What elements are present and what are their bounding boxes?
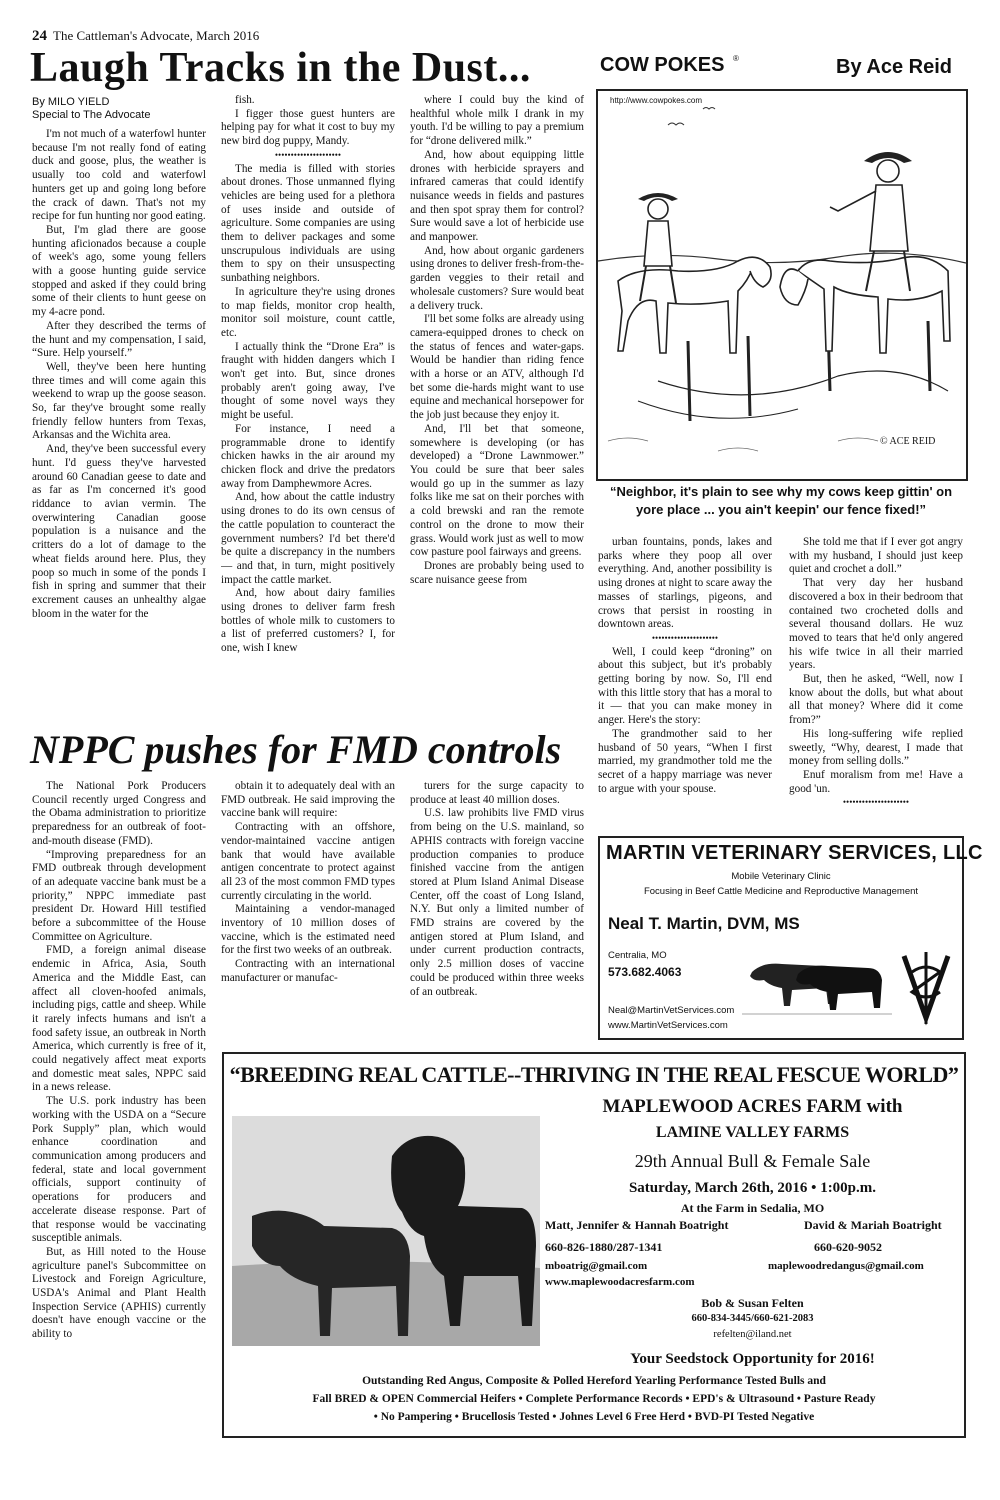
- vet-ad-website: www.MartinVetServices.com: [608, 1020, 728, 1031]
- article2-column-3: [410, 780, 584, 1042]
- farm-ad-sale-title: 29th Annual Bull & Female Sale: [634, 1151, 871, 1171]
- paragraph: Drones are probably being used to scare nuisance geese from: [410, 559, 584, 586]
- article-column-2: [221, 94, 395, 728]
- vet-ad-city: Centralia, MO: [608, 950, 667, 961]
- vet-ad-title: MARTIN VETERINARY SERVICES, LLC: [606, 842, 983, 864]
- paragraph: And, I'll bet that someone, somewhere is developing (or has developed) a “Drone Lawnmower.” You could be sure that beer sales would go up in the summer as lazy folks like me sat on their porches with a cold brewski and ran the remote control on the drone to mow their grass. Would work just as well to mow cow pasture pool fairways and greens.: [410, 422, 584, 559]
- paragraph: I'll bet some folks are already using camera-equipped drones to check on the status of fences and water-gaps. Would be handier than riding fence with a horse or an ATV, although I'd bet some die-hards might want to use equine and mechanical horsepower for the job just because they enjoy it.: [410, 313, 584, 422]
- farm-ad-cattle-photo: [232, 1116, 540, 1346]
- article-headline: Laugh Tracks in the Dust...: [30, 45, 531, 91]
- paragraph: FMD, a foreign animal disease endemic in Africa, Asia, South America and the Middle East, can affect all cloven-hoofed animals, including pigs, cattle and sheep. While it rarely infects humans and isn't a food safety issue, an outbreak in North America, which currently is free of it, could negatively affect meat exports and domestic meat sales, NPPC said in a news release.: [32, 944, 206, 1094]
- article-column-3: [410, 94, 584, 728]
- masthead: The Cattleman's Advocate, March 2016: [53, 28, 260, 43]
- farm-ad-headline: “BREEDING REAL CATTLE--THRIVING IN THE REAL FESCUE WORLD”: [229, 1062, 959, 1087]
- paragraph: I'm not much of a waterfowl hunter because I'm not really fond of eating duck and goose, plus, the weather is usually too cold and waterfowl hunters get up and going long before the crack of dawn. That's not my recipe for fun hunting nor good eating.: [32, 128, 206, 223]
- paragraph: And, how about equipping little drones with herbicide sprayers and infrared cameras that could identify nuisance weeds in fields and pastures and then spot spray them for control? Sure would save a lot of herbicide use and manpower.: [410, 148, 584, 244]
- farm-ad-phone-2: 660-620-9052: [814, 1240, 882, 1254]
- paragraph: Enuf moralism from me! Have a good 'un.: [789, 768, 963, 795]
- paragraph: fish.: [235, 94, 255, 106]
- paragraph: For instance, I need a programmable drone to identify chicken hawks in the air around my chicken flock and drive the predators away from Damphewmore Acres.: [221, 422, 395, 490]
- section-divider: •••••••••••••••••••••: [274, 149, 342, 160]
- farm-ad-phone-1: 660-826-1880/287-1341: [545, 1240, 663, 1254]
- vet-ad-email: Neal@MartinVetServices.com: [608, 1005, 735, 1016]
- cartoon-caption: “Neighbor, it's plain to see why my cows keep gittin' on yore place ... you ain't keepin' our fence fixed!”: [609, 484, 953, 517]
- paragraph: She told me that if I ever got angry with my husband, I should just keep quiet and crochet a doll.”: [789, 536, 963, 576]
- cartoon-url: http://www.cowpokes.com: [610, 96, 703, 105]
- page-number: 24: [32, 28, 47, 44]
- paragraph: Contracting with an international manufacturer or manufac-: [221, 958, 395, 984]
- vet-ad-name: Neal T. Martin, DVM, MS: [608, 914, 800, 933]
- farm-ad-contact-email: refelten@iland.net: [713, 1329, 792, 1340]
- paragraph: I actually think the “Drone Era” is fraught with hidden dangers which I won't get into. But, since drones probably aren't going away, I've thought of some novel ways they might be useful.: [221, 340, 395, 422]
- registered-mark: ®: [733, 54, 739, 63]
- paragraph: Well, I could keep “droning” on about this subject, but it's probably getting boring by now. So, I'll end with this little story that has a moral to it — that you can make money in anger. Here's the story:: [598, 645, 772, 727]
- article2-column-1: [32, 780, 206, 1435]
- paragraph: And, how about organic gardeners using drones to deliver fresh-from-the-garden veggies to their retail and wholesale customers? Sure would beat a delivery truck.: [410, 244, 584, 312]
- section-divider: •••••••••••••••••••••: [651, 632, 719, 643]
- farm-ad-footer-1: Outstanding Red Angus, Composite & Polled Hereford Yearling Performance Tested Bulls and: [362, 1375, 826, 1387]
- cartoon-series-title: COW POKES: [600, 54, 725, 76]
- paragraph: U.S. law prohibits live FMD virus from being on the U.S. mainland, so APHIS contracts with foreign vaccine production companies to produce finished vaccine from the antigen stored at Plum Island Animal Disease Center, off the coast of Long Island, N.Y. But only a limited number of FMD strains are covered by the antigen stored at Plum Island, and under current production contracts, only 2.5 million doses of vaccine could be produced within three weeks of an outbreak.: [410, 807, 584, 998]
- paragraph: The National Pork Producers Council recently urged Congress and the Obama administration to prioritize preparedness for an outbreak of foot-and-mouth disease (FMD).: [32, 780, 206, 847]
- byline: [32, 96, 150, 122]
- paragraph: I figger those guest hunters are helping pay for what it cost to buy my new bird dog puppy, Mandy.: [221, 107, 395, 148]
- paragraph: And, they've been successful every hunt. I'd guess they've harvested around 60 Canadian geese to date and as far as I'm concerned it's good riddance to avian vermin. The overwintering Canadian goose population is a nuisance and the critters do a lot of damage to the wheat fields around here. Plus, they poop so much in some of the ponds I fish in spring and summer that their excrement causes an unhealthy algae bloom in the water for the: [32, 443, 206, 620]
- paragraph: Maintaining a vendor-managed inventory of 10 million doses of vaccine, which is the estimated need for the first two weeks of an outbreak.: [221, 903, 395, 957]
- section-divider: •••••••••••••••••••••: [842, 797, 910, 808]
- article-column-4: [598, 536, 772, 826]
- paragraph: urban fountains, ponds, lakes and parks where they poop all over everything. And, another possibility is using drones at night to scare away the masses of starlings, pigeons, and crows that persist in roosting in downtown areas.: [598, 536, 772, 631]
- article-column-5: [789, 536, 963, 826]
- farm-ad-partner: LAMINE VALLEY FARMS: [655, 1124, 850, 1141]
- farm-ad-farm-name: MAPLEWOOD ACRES FARM with: [602, 1096, 903, 1117]
- paragraph: But, I'm glad there are goose hunting aficionados because a couple of week's ago, some young fellers with a goose hunting guide service stopped and asked if they could bring some of their clients to hunt geese on my 4-acre pond.: [32, 223, 206, 319]
- byline-affiliation: Special to The Advocate: [32, 109, 151, 121]
- paragraph: obtain it to adequately deal with an FMD outbreak. He said improving the vaccine bank will require:: [221, 780, 395, 820]
- vet-ad-focus: Focusing in Beef Cattle Medicine and Reproductive Management: [643, 886, 919, 897]
- farm-ad-names-1: Matt, Jennifer & Hannah Boatright: [545, 1218, 729, 1232]
- paragraph: His long-suffering wife replied sweetly, “Why, dearest, I made that money from selling dolls.”: [789, 727, 963, 768]
- paragraph: The grandmother said to her husband of 50 years, “When I first married, my grandmother told me the secret of a happy marriage was never to argue with your spouse.: [598, 727, 772, 795]
- paragraph: That very day her husband discovered a box in their bedroom that contained two crocheted dolls and several thousand dollars. He wuz moved to tears that he'd only angered his wife twice in all their married years.: [789, 577, 963, 672]
- paragraph: The U.S. pork industry has been working with the USDA on a “Secure Pork Supply” plan, which would enhance coordination and communication among producers and federal, state and local government officials, support continuity of operations for producers and accelerate disease response. Part of that response would be vaccinating susceptible animals.: [32, 1095, 206, 1245]
- byline-author: By MILO YIELD: [32, 96, 110, 108]
- page-folio: [32, 28, 259, 45]
- cartoon-panel: [596, 89, 968, 481]
- paragraph: Contracting with an offshore, vendor-maintained vaccine antigen bank that would have available antigen concentrate to protect against all 23 of the most common FMD types currently circulating in the world.: [221, 821, 395, 902]
- vet-ad-cattle-image: [742, 944, 892, 1024]
- article2-column-2: [221, 780, 395, 1042]
- cartoon-illustration: [598, 91, 966, 479]
- farm-ad-contact-phone: 660-834-3445/660-621-2083: [691, 1313, 814, 1324]
- article-column-1: [32, 128, 206, 728]
- paragraph: And, how about the cattle industry using drones to do its own census of the cattle population to counteract the government numbers? I'd bet there'd be quite a discrepancy in the numbers — and that, in turn, might positively impact the cattle market.: [221, 491, 395, 586]
- paragraph: “Improving preparedness for an FMD outbreak through development of an adequate vaccine bank must be a priority,” NPPC immediate past president Dr. Howard Hill testified before a subcommittee of the House Committee on Agriculture.: [32, 848, 206, 943]
- farm-ad-footer-2: Fall BRED & OPEN Commercial Heifers • Complete Performance Records • EPD's & Ultrasound • Pasture Ready: [312, 1393, 876, 1405]
- farm-ad-location: At the Farm in Sedalia, MO: [680, 1201, 825, 1215]
- vet-ad-phone: 573.682.4063: [608, 965, 682, 979]
- paragraph: Well, they've been here hunting three times and will come again this weekend to wrap up the goose season. So, far they've brought some really friendly fellow hunters from Texas, Arkansas and the Wichita area.: [32, 360, 206, 442]
- farm-ad-footer-3: • No Pampering • Brucellosis Tested • Johnes Level 6 Free Herd • BVD-PI Tested Negative: [373, 1411, 815, 1423]
- farm-ad-names-2: David & Mariah Boatright: [804, 1218, 942, 1232]
- farm-ad-date: Saturday, March 26th, 2016 • 1:00p.m.: [628, 1180, 877, 1196]
- vet-caduceus-icon: [898, 948, 954, 1028]
- paragraph: The media is filled with stories about drones. Those unmanned flying vehicles are being used for a plethora of uses inside and outside of agriculture. Some companies are using them to deliver packages and some unscrupulous individuals are using them to spy on their unsuspecting sunbathing neighbors.: [221, 162, 395, 285]
- paragraph: turers for the surge capacity to produce at least 40 million doses.: [410, 780, 584, 806]
- paragraph: But, then he asked, “Well, now I know about the dolls, but what about all that money? Where did it come from?”: [789, 673, 963, 727]
- paragraph: After they described the terms of the hunt and my compensation, I said, “Sure. Help yourself.”: [32, 319, 206, 360]
- cartoon-signature: © ACE REID: [880, 436, 936, 447]
- article2-headline: NPPC pushes for FMD controls: [30, 727, 562, 772]
- cartoon-author: By Ace Reid: [836, 56, 952, 78]
- farm-ad-contact-name: Bob & Susan Felten: [701, 1296, 804, 1310]
- cattle-drawing: [742, 944, 892, 1024]
- paragraph: But, as Hill noted to the House agriculture panel's Subcommittee on Livestock and Foreign Agriculture, USDA's Animal and Plant Health Inspection Service (APHIS) currently doesn't have enough vaccine or the ability to: [32, 1245, 206, 1341]
- vet-ad-subtitle: Mobile Veterinary Clinic: [731, 871, 831, 882]
- farm-ad-slogan: Your Seedstock Opportunity for 2016!: [630, 1351, 875, 1367]
- paragraph: where I could buy the kind of healthful whole milk I drank in my youth. I'd be willing to pay a premium for “drone delivered milk.”: [410, 94, 584, 148]
- paragraph: In agriculture they're using drones to map fields, monitor crop health, monitor soil moisture, count cattle, etc.: [221, 285, 395, 339]
- paragraph: And, how about dairy families using drones to deliver farm fresh bottles of whole milk to customers to a list of preferred customers? I, for one, wish I knew: [221, 587, 395, 655]
- farm-ad-website: www.maplewoodacresfarm.com: [545, 1276, 695, 1288]
- farm-ad-email-2: maplewoodredangus@gmail.com: [768, 1260, 924, 1272]
- farm-ad-email-1: mboatrig@gmail.com: [545, 1260, 648, 1272]
